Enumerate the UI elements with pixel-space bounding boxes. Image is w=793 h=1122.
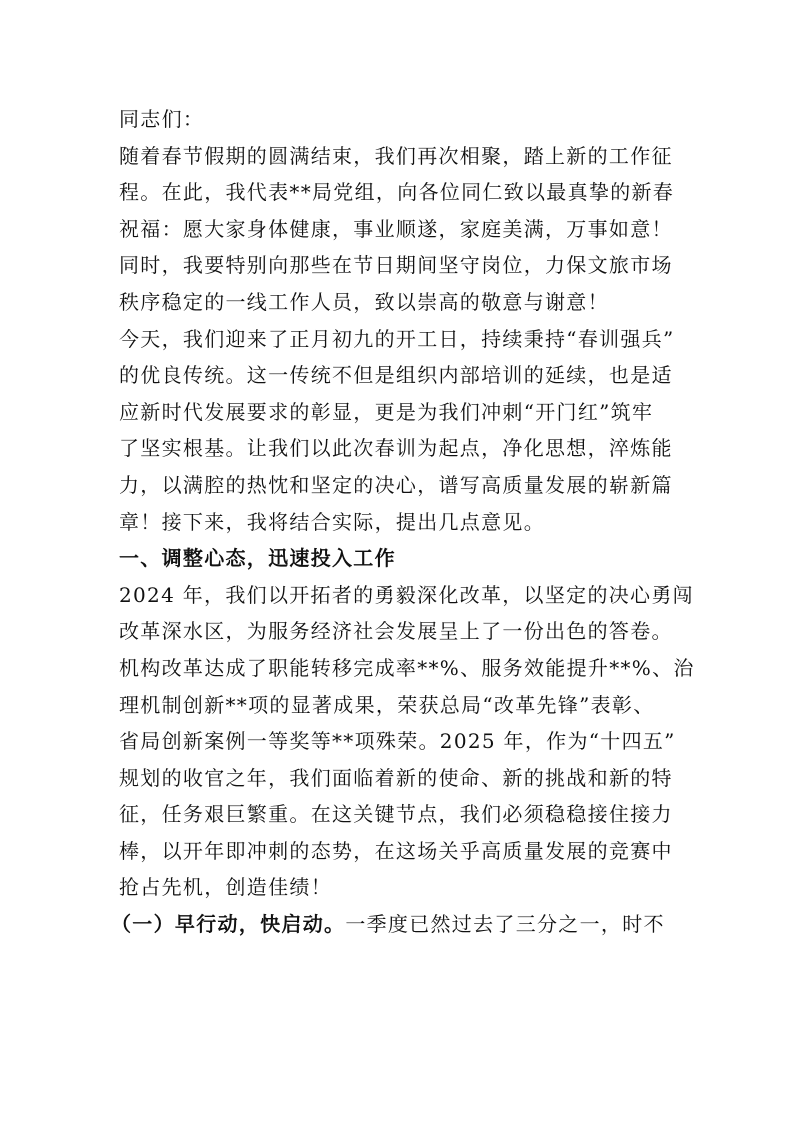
paragraph-line: 程。在此，我代表**局党组，向各位同仁致以最真挚的新春: [119, 180, 675, 205]
paragraph-line: 应新时代发展要求的彰显，更是为我们冲刺“开门红”筑牢: [119, 399, 654, 424]
paragraph-line: 理机制创新**项的显著成果，荣获总局“改革先锋”表彰、: [119, 692, 655, 717]
paragraph-line: 棒，以开年即冲刺的态势，在这场关乎高质量发展的竞赛中: [119, 838, 673, 863]
paragraph-line: 今天，我们迎来了正月初九的开工日，持续秉持“春训强兵”: [119, 326, 675, 351]
paragraph-line: 章！接下来，我将结合实际，提出几点意见。: [119, 509, 545, 534]
paragraph-reform: [119, 577, 695, 906]
paragraph-line: 祝福：愿大家身体健康，事业顺遂，家庭美满，万事如意！: [119, 216, 673, 241]
paragraph-line: 征，任务艰巨繁重。在这关键节点，我们必须稳稳接住接力: [119, 802, 673, 827]
paragraph-line: 改革深水区，为服务经济社会发展呈上了一份出色的答卷。: [119, 619, 673, 644]
paragraph-line: 机构改革达成了职能转移完成率**%、服务效能提升**%、治: [119, 655, 695, 680]
paragraph-line: 2024 年，我们以开拓者的勇毅深化改革，以坚定的决心勇闯: [119, 582, 694, 607]
paragraph-line: 同时，我要特别向那些在节日期间坚守岗位，力保文旅市场: [119, 253, 673, 278]
greeting: 同志们：: [119, 107, 205, 131]
paragraph-line: 力，以满腔的热忱和坚定的决心，谱写高质量发展的崭新篇: [119, 472, 673, 497]
paragraph-line: 了坚实根基。让我们以此次春训为起点，净化思想，淬炼能: [119, 436, 673, 461]
subsection-line: [111, 906, 679, 943]
paragraph-line: 省局创新案例一等奖等**项殊荣。2025 年，作为“十四五”: [119, 729, 676, 754]
section-heading: 一、调整心态，迅速投入工作: [119, 546, 396, 571]
paragraph-line: 抢占先机，创造佳绩！: [119, 875, 332, 900]
document-body: [111, 101, 695, 943]
paragraph-line: 规划的收官之年，我们面临着新的使命、新的挑战和新的特: [119, 765, 673, 790]
paragraph-line: 的优良传统。这一传统不但是组织内部培训的延续，也是适: [119, 363, 673, 388]
paragraph-spring-training: [119, 321, 679, 541]
paragraph-line: 随着春节假期的圆满结束，我们再次相聚，踏上新的工作征: [119, 143, 673, 168]
subsection-text: 一季度已然过去了三分之一，时不: [345, 912, 665, 937]
subsection-title: （一）早行动，快启动。: [111, 912, 346, 937]
paragraph-intro: [119, 138, 679, 321]
paragraph-line: 秩序稳定的一线工作人员，致以崇高的敬意与谢意！: [119, 289, 609, 314]
